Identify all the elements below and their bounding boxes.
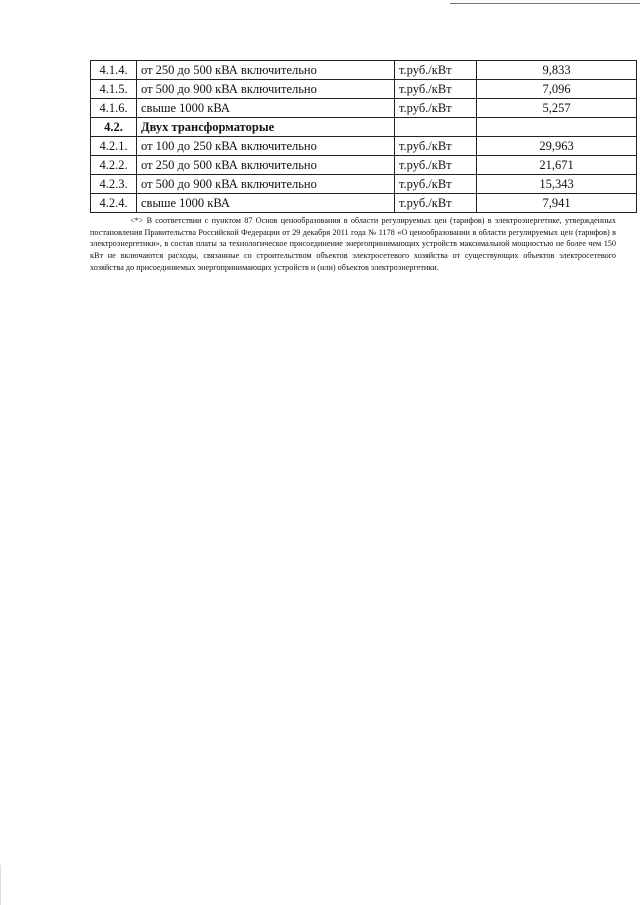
row-name: от 250 до 500 кВА включительно	[137, 61, 395, 80]
group-number: 4.2.	[91, 118, 137, 137]
row-number: 4.1.5.	[91, 80, 137, 99]
page-edge-line	[450, 3, 640, 4]
row-value	[477, 118, 637, 137]
row-value: 7,941	[477, 194, 637, 213]
row-value: 21,671	[477, 156, 637, 175]
row-number: 4.2.4.	[91, 194, 137, 213]
row-unit: т.руб./кВт	[395, 156, 477, 175]
row-name: свыше 1000 кВА	[137, 194, 395, 213]
row-value: 7,096	[477, 80, 637, 99]
row-unit: т.руб./кВт	[395, 80, 477, 99]
row-value: 15,343	[477, 175, 637, 194]
group-row	[91, 118, 637, 137]
row-number: 4.1.4.	[91, 61, 137, 80]
row-unit: т.руб./кВт	[395, 194, 477, 213]
row-value: 9,833	[477, 61, 637, 80]
row-name: свыше 1000 кВА	[137, 99, 395, 118]
row-name: от 100 до 250 кВА включительно	[137, 137, 395, 156]
table-row	[91, 156, 637, 175]
row-value: 5,257	[477, 99, 637, 118]
row-value: 29,963	[477, 137, 637, 156]
row-unit: т.руб./кВт	[395, 137, 477, 156]
table-row	[91, 175, 637, 194]
table-row	[91, 99, 637, 118]
footnote: <*> В соответствии с пунктом 87 Основ ценообразования в области регулируемых цен (тарифов) в электроэнергетике, утвержденных постановления Правительства Российской Федерации от 29 декабря 2011 года № 1178 «О ценообразовании в области регулируемых цен (тарифов) в электроэнергетики», в состав платы за технологическое присоединение энергопринимающих устройств максимальной мощностью не более чем 150 кВт не включаются расходы, связанные со строительством объектов электросетевого хозяйства от существующих объектов электросетевого хозяйства до присоединяемых энергопринимающих устройств и (или) объектов электроэнергетики.	[90, 216, 616, 272]
row-unit	[395, 118, 477, 137]
table-row	[91, 194, 637, 213]
row-number: 4.2.3.	[91, 175, 137, 194]
tariff-table	[90, 60, 637, 213]
row-unit: т.руб./кВт	[395, 61, 477, 80]
table-row	[91, 61, 637, 80]
row-unit: т.руб./кВт	[395, 99, 477, 118]
table-row	[91, 137, 637, 156]
row-name: от 500 до 900 кВА включительно	[137, 80, 395, 99]
table-row	[91, 80, 637, 99]
row-number: 4.2.2.	[91, 156, 137, 175]
row-name: от 500 до 900 кВА включительно	[137, 175, 395, 194]
row-number: 4.2.1.	[91, 137, 137, 156]
row-unit: т.руб./кВт	[395, 175, 477, 194]
row-number: 4.1.6.	[91, 99, 137, 118]
group-title: Двух трансформаторые	[137, 118, 395, 137]
row-name: от 250 до 500 кВА включительно	[137, 156, 395, 175]
scan-edge	[0, 865, 1, 905]
